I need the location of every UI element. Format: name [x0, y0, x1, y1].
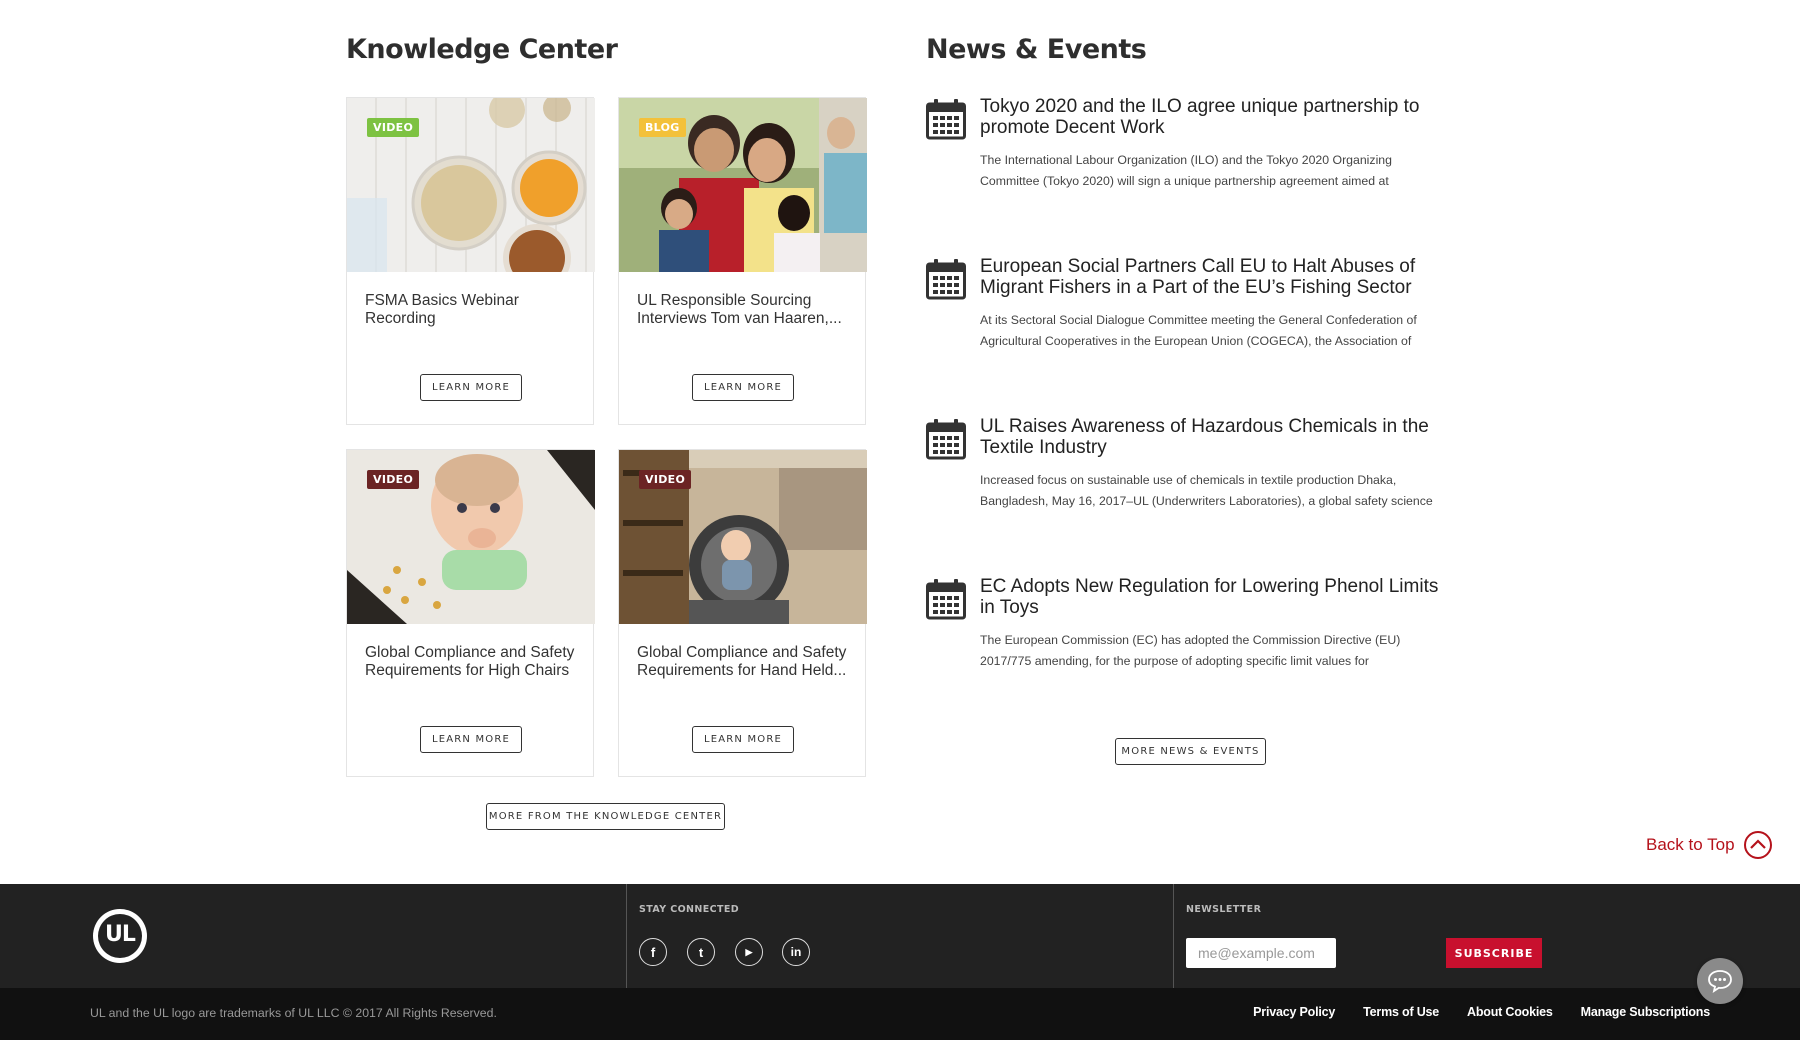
footer — [0, 884, 1800, 988]
about-cookies-link[interactable]: About Cookies — [1467, 1005, 1553, 1019]
news-item — [926, 576, 1446, 696]
linkedin-glyph: in — [790, 945, 802, 959]
news-item — [926, 416, 1446, 536]
facebook-glyph: f — [650, 944, 656, 960]
learn-more-button[interactable]: LEARN MORE — [692, 726, 794, 753]
video-badge: VIDEO — [639, 470, 691, 489]
calendar-icon — [926, 98, 966, 140]
twitter-icon[interactable] — [687, 938, 715, 966]
news-summary: The European Commission (EC) has adopted the Commission Directive (EU) 2017/775 amending, for the purpose of adopting specific limit values for — [980, 633, 1401, 668]
youtube-glyph: ▶ — [745, 946, 753, 957]
ul-logo-text: UL — [105, 922, 135, 947]
news-summary: At its Sectoral Social Dialogue Committee meeting the General Confederation of Agricultural Cooperatives in the European Union (COGECA), the Association of — [980, 313, 1417, 348]
footer-divider — [626, 884, 627, 988]
news-summary: The International Labour Organization (ILO) and the Tokyo 2020 Organizing Committee (Tokyo 2020) will sign a unique partnership agreement aimed at — [980, 153, 1392, 188]
card-title[interactable]: FSMA Basics Webinar Recording — [365, 292, 519, 327]
card-title[interactable]: Global Compliance and Safety Requirements for High Chairs — [365, 644, 575, 679]
knowledge-card[interactable] — [618, 97, 866, 425]
knowledge-card[interactable] — [618, 449, 866, 777]
news-title-link[interactable]: European Social Partners Call EU to Halt Abuses of Migrant Fishers in a Part of the EU’s Fishing Sector — [980, 256, 1416, 298]
news-item — [926, 96, 1446, 216]
knowledge-card[interactable] — [346, 97, 594, 425]
linkedin-icon[interactable] — [782, 938, 810, 966]
more-knowledge-center-button[interactable]: MORE FROM THE KNOWLEDGE CENTER — [486, 803, 725, 830]
news-summary: Increased focus on sustainable use of chemicals in textile production Dhaka, Bangladesh, May 16, 2017–UL (Underwriters Laboratories), a global safety science — [980, 473, 1433, 508]
privacy-policy-link[interactable]: Privacy Policy — [1253, 1005, 1336, 1019]
news-events-title: News & Events — [926, 34, 1147, 65]
calendar-icon — [926, 418, 966, 460]
news-title-link[interactable]: Tokyo 2020 and the ILO agree unique partnership to promote Decent Work — [980, 96, 1420, 138]
learn-more-button[interactable]: LEARN MORE — [420, 374, 522, 401]
card-title[interactable]: Global Compliance and Safety Requirements for Hand Held... — [637, 644, 847, 679]
calendar-icon — [926, 258, 966, 300]
chat-button[interactable] — [1697, 958, 1743, 1004]
footer-divider — [1173, 884, 1174, 988]
video-badge: VIDEO — [367, 470, 419, 489]
knowledge-center-title: Knowledge Center — [346, 34, 618, 65]
news-title-link[interactable]: UL Raises Awareness of Hazardous Chemicals in the Textile Industry — [980, 416, 1429, 458]
chat-bubble-icon — [1707, 969, 1733, 993]
footer-links — [1253, 1005, 1710, 1019]
card-title[interactable]: UL Responsible Sourcing Interviews Tom van Haaren,... — [637, 292, 842, 327]
learn-more-button[interactable]: LEARN MORE — [420, 726, 522, 753]
knowledge-card[interactable] — [346, 449, 594, 777]
copyright-text: UL and the UL logo are trademarks of UL LLC © 2017 All Rights Reserved. — [90, 1006, 497, 1020]
twitter-glyph: t — [698, 944, 704, 960]
facebook-icon[interactable] — [639, 938, 667, 966]
ul-logo[interactable] — [90, 906, 150, 966]
news-item — [926, 256, 1446, 376]
newsletter-label: NEWSLETTER — [1186, 904, 1262, 915]
footer-bottom — [0, 988, 1800, 1040]
blog-badge: BLOG — [639, 118, 686, 137]
chevron-up-circle-icon — [1743, 830, 1773, 860]
more-news-events-button[interactable]: MORE NEWS & EVENTS — [1115, 738, 1266, 765]
manage-subscriptions-link[interactable]: Manage Subscriptions — [1580, 1005, 1710, 1019]
news-title-link[interactable]: EC Adopts New Regulation for Lowering Phenol Limits in Toys — [980, 576, 1439, 618]
newsletter-email-input[interactable] — [1186, 938, 1336, 968]
back-to-top-link[interactable] — [1646, 830, 1773, 860]
youtube-icon[interactable] — [735, 938, 763, 966]
terms-of-use-link[interactable]: Terms of Use — [1363, 1005, 1440, 1019]
video-badge: VIDEO — [367, 118, 419, 137]
stay-connected-label: STAY CONNECTED — [639, 904, 740, 915]
subscribe-button[interactable]: SUBSCRIBE — [1446, 938, 1542, 968]
learn-more-button[interactable]: LEARN MORE — [692, 374, 794, 401]
calendar-icon — [926, 578, 966, 620]
back-to-top-label: Back to Top — [1646, 835, 1735, 854]
